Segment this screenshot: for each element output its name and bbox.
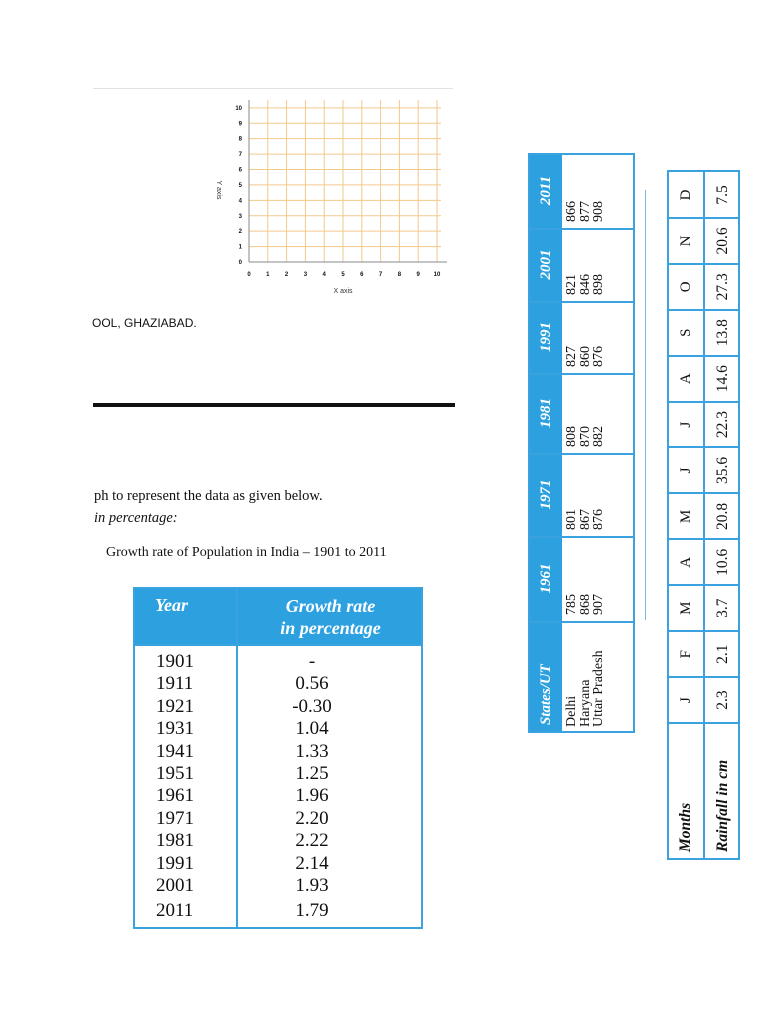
- sex-ratio-value: 801: [564, 509, 579, 530]
- y-tick-label: 2: [238, 229, 242, 236]
- rainfall-value: 10.6: [714, 548, 731, 576]
- month-column: [669, 631, 738, 677]
- month-label: J: [678, 421, 694, 428]
- instruction-line-2: in percentage:: [94, 510, 178, 526]
- x-tick-label: 8: [397, 272, 402, 278]
- month-label: O: [678, 281, 694, 293]
- y-tick-label: 5: [238, 182, 242, 189]
- sex-ratio-value: 876: [591, 509, 606, 530]
- month-column: [669, 172, 738, 218]
- sex-ratio-value: 907: [591, 594, 606, 615]
- sex-ratio-value: 870: [577, 426, 593, 447]
- header-year: Year: [155, 595, 188, 615]
- year-column: [530, 536, 633, 621]
- y-tick-label: 1: [238, 244, 242, 251]
- row-growth-rate: 1.96: [295, 785, 329, 807]
- header-rate-line1: Growth rate: [285, 596, 376, 616]
- month-column: [669, 539, 738, 585]
- states-column: [530, 623, 633, 731]
- rainfall-table: [667, 170, 740, 860]
- row-year: 1971: [156, 807, 194, 829]
- table-row: [135, 651, 421, 673]
- x-tick-label: 3: [303, 272, 308, 278]
- rainfall-value: 20.8: [714, 502, 731, 530]
- y-tick-label: 6: [238, 167, 242, 174]
- x-tick-label: 5: [341, 272, 345, 278]
- rainfall-value: 2.1: [714, 644, 731, 664]
- row-growth-rate: 1.79: [295, 900, 329, 922]
- row-year: 1961: [156, 785, 194, 807]
- column-divider: [530, 373, 633, 375]
- column-divider: [530, 536, 633, 538]
- header-growth-rate: [238, 595, 423, 639]
- y-tick-label: 8: [238, 136, 242, 143]
- y-tick-label: 9: [238, 121, 242, 128]
- month-label: A: [678, 373, 694, 385]
- states-table-rotated: [528, 153, 635, 733]
- table-caption: Growth rate of Population in India – 1901 to 2011: [106, 545, 387, 560]
- row-year: 2001: [156, 875, 194, 896]
- row-year: 1991: [156, 852, 194, 874]
- table-row: [135, 741, 421, 763]
- x-tick-label: 0: [247, 272, 251, 278]
- table-row: [135, 875, 421, 897]
- rainfall-value: 35.6: [714, 456, 731, 485]
- sex-ratio-value: 866: [564, 201, 579, 222]
- x-tick-label: 7: [378, 272, 383, 278]
- row-growth-rate: 0.56: [295, 673, 329, 695]
- year-header: 2011: [538, 175, 554, 206]
- rainfall-value: 14.6: [714, 365, 731, 393]
- month-label: J: [678, 697, 694, 703]
- year-column: [530, 373, 633, 453]
- row-year: 1921: [156, 695, 194, 717]
- month-label: M: [678, 509, 694, 524]
- rainfall-value: 3.7: [714, 598, 731, 618]
- x-tick-label: 2: [284, 272, 289, 278]
- year-column: [530, 301, 633, 373]
- x-tick-label: 6: [360, 272, 364, 278]
- states-table: [528, 153, 635, 733]
- month-column: [669, 585, 738, 631]
- year-header: 2001: [538, 249, 554, 280]
- table-row: [135, 673, 421, 695]
- table-row: [135, 900, 421, 922]
- state-name: Haryana: [577, 679, 593, 727]
- rainfall-value: 27.3: [714, 273, 731, 301]
- growth-rate-table: [133, 587, 423, 929]
- row-growth-rate: 1.33: [295, 740, 329, 762]
- year-header: 1981: [538, 398, 554, 428]
- state-name: Delhi: [564, 695, 579, 727]
- month-column: [669, 448, 738, 494]
- states-header: States/UT: [538, 664, 554, 725]
- x-tick-label: 1: [266, 272, 270, 278]
- table-row: [135, 808, 421, 830]
- sex-ratio-value: 877: [577, 201, 593, 222]
- rainfall-value: 2.3: [714, 690, 731, 710]
- table-row: [135, 763, 421, 785]
- row-growth-rate: -0.30: [292, 695, 332, 717]
- month-column: [669, 356, 738, 402]
- table-row: [135, 853, 421, 875]
- sex-ratio-value: 876: [591, 346, 606, 367]
- row-year: 1941: [156, 740, 194, 762]
- rainfall-value: 20.6: [714, 227, 731, 255]
- sex-ratio-value: 846: [577, 274, 593, 295]
- month-column: [669, 402, 738, 448]
- rainfall-label-column: [669, 723, 738, 858]
- month-label: F: [678, 649, 694, 659]
- sex-ratio-value: 908: [591, 201, 606, 222]
- top-divider: [93, 88, 453, 89]
- y-tick-label: 3: [238, 213, 242, 220]
- rainfall-value: 22.3: [714, 410, 731, 439]
- x-tick-label: 10: [433, 272, 441, 278]
- row-year: 1951: [156, 763, 194, 784]
- sex-ratio-value: 898: [591, 274, 606, 295]
- month-column: [669, 677, 738, 723]
- y-tick-label: 10: [235, 105, 242, 112]
- column-divider: [530, 453, 633, 455]
- rainfall-value: 13.8: [714, 319, 731, 347]
- year-header: 1971: [538, 479, 554, 510]
- blue-rule: [645, 190, 646, 620]
- row-year: 1981: [156, 830, 194, 852]
- month-label: A: [678, 556, 694, 568]
- month-label: N: [678, 235, 694, 247]
- column-divider: [530, 228, 633, 230]
- row-growth-rate: -: [308, 651, 316, 672]
- rainfall-table-rotated: [667, 170, 740, 860]
- month-column: [669, 493, 738, 539]
- row-growth-rate: 1.93: [295, 875, 329, 896]
- row-growth-rate: 1.04: [295, 718, 329, 740]
- sex-ratio-value: 827: [564, 346, 579, 367]
- y-axis-title: Y axis: [215, 180, 222, 200]
- y-tick-label: 7: [238, 152, 242, 159]
- row-growth-rate: 1.25: [295, 763, 329, 784]
- y-tick-label: 4: [238, 198, 242, 205]
- instruction-line-1: ph to represent the data as given below.: [94, 488, 323, 504]
- table-row: [135, 830, 421, 852]
- month-label: D: [678, 189, 694, 201]
- graph-svg: [205, 100, 455, 305]
- table-row: [135, 785, 421, 807]
- row-growth-rate: 2.20: [295, 807, 329, 829]
- sex-ratio-value: 821: [564, 274, 579, 295]
- month-column: [669, 310, 738, 356]
- year-column: [530, 453, 633, 536]
- year-column: [530, 153, 633, 228]
- sex-ratio-value: 882: [591, 426, 606, 447]
- rainfall-label: Rainfall in cm: [714, 759, 731, 852]
- blank-graph: [205, 100, 455, 305]
- row-growth-rate: 2.22: [295, 830, 329, 852]
- year-column: [530, 228, 633, 301]
- x-tick-label: 4: [322, 272, 326, 278]
- state-name: Uttar Pradesh: [591, 650, 606, 727]
- row-growth-rate: 2.14: [295, 852, 329, 874]
- header-divider: [135, 644, 421, 646]
- x-axis-title: X axis: [333, 288, 353, 295]
- header-rate-line2: in percentage: [280, 618, 381, 638]
- sex-ratio-value: 808: [564, 426, 579, 447]
- sex-ratio-value: 785: [564, 594, 579, 615]
- school-name: OOL, GHAZIABAD.: [92, 316, 197, 330]
- x-tick-label: 9: [416, 272, 420, 278]
- sex-ratio-value: 867: [577, 509, 593, 530]
- sex-ratio-value: 860: [577, 346, 593, 367]
- row-year: 1931: [156, 718, 194, 740]
- table-row: [135, 696, 421, 718]
- row-year: 2011: [156, 900, 194, 922]
- month-column: [669, 218, 738, 264]
- month-label: S: [678, 328, 694, 337]
- column-divider: [530, 301, 633, 303]
- table-row: [135, 718, 421, 740]
- row-year: 1901: [156, 651, 194, 672]
- section-divider: [93, 403, 455, 407]
- months-label: Months: [677, 802, 694, 852]
- month-column: [669, 264, 738, 310]
- sex-ratio-value: 868: [577, 594, 593, 615]
- rainfall-value: 7.5: [714, 185, 731, 205]
- month-label: M: [678, 601, 694, 615]
- month-label: J: [678, 467, 694, 474]
- y-tick-label: 0: [238, 260, 242, 266]
- year-header: 1991: [538, 322, 554, 352]
- year-header: 1961: [538, 563, 554, 594]
- row-year: 1911: [156, 673, 194, 695]
- column-divider: [530, 621, 633, 623]
